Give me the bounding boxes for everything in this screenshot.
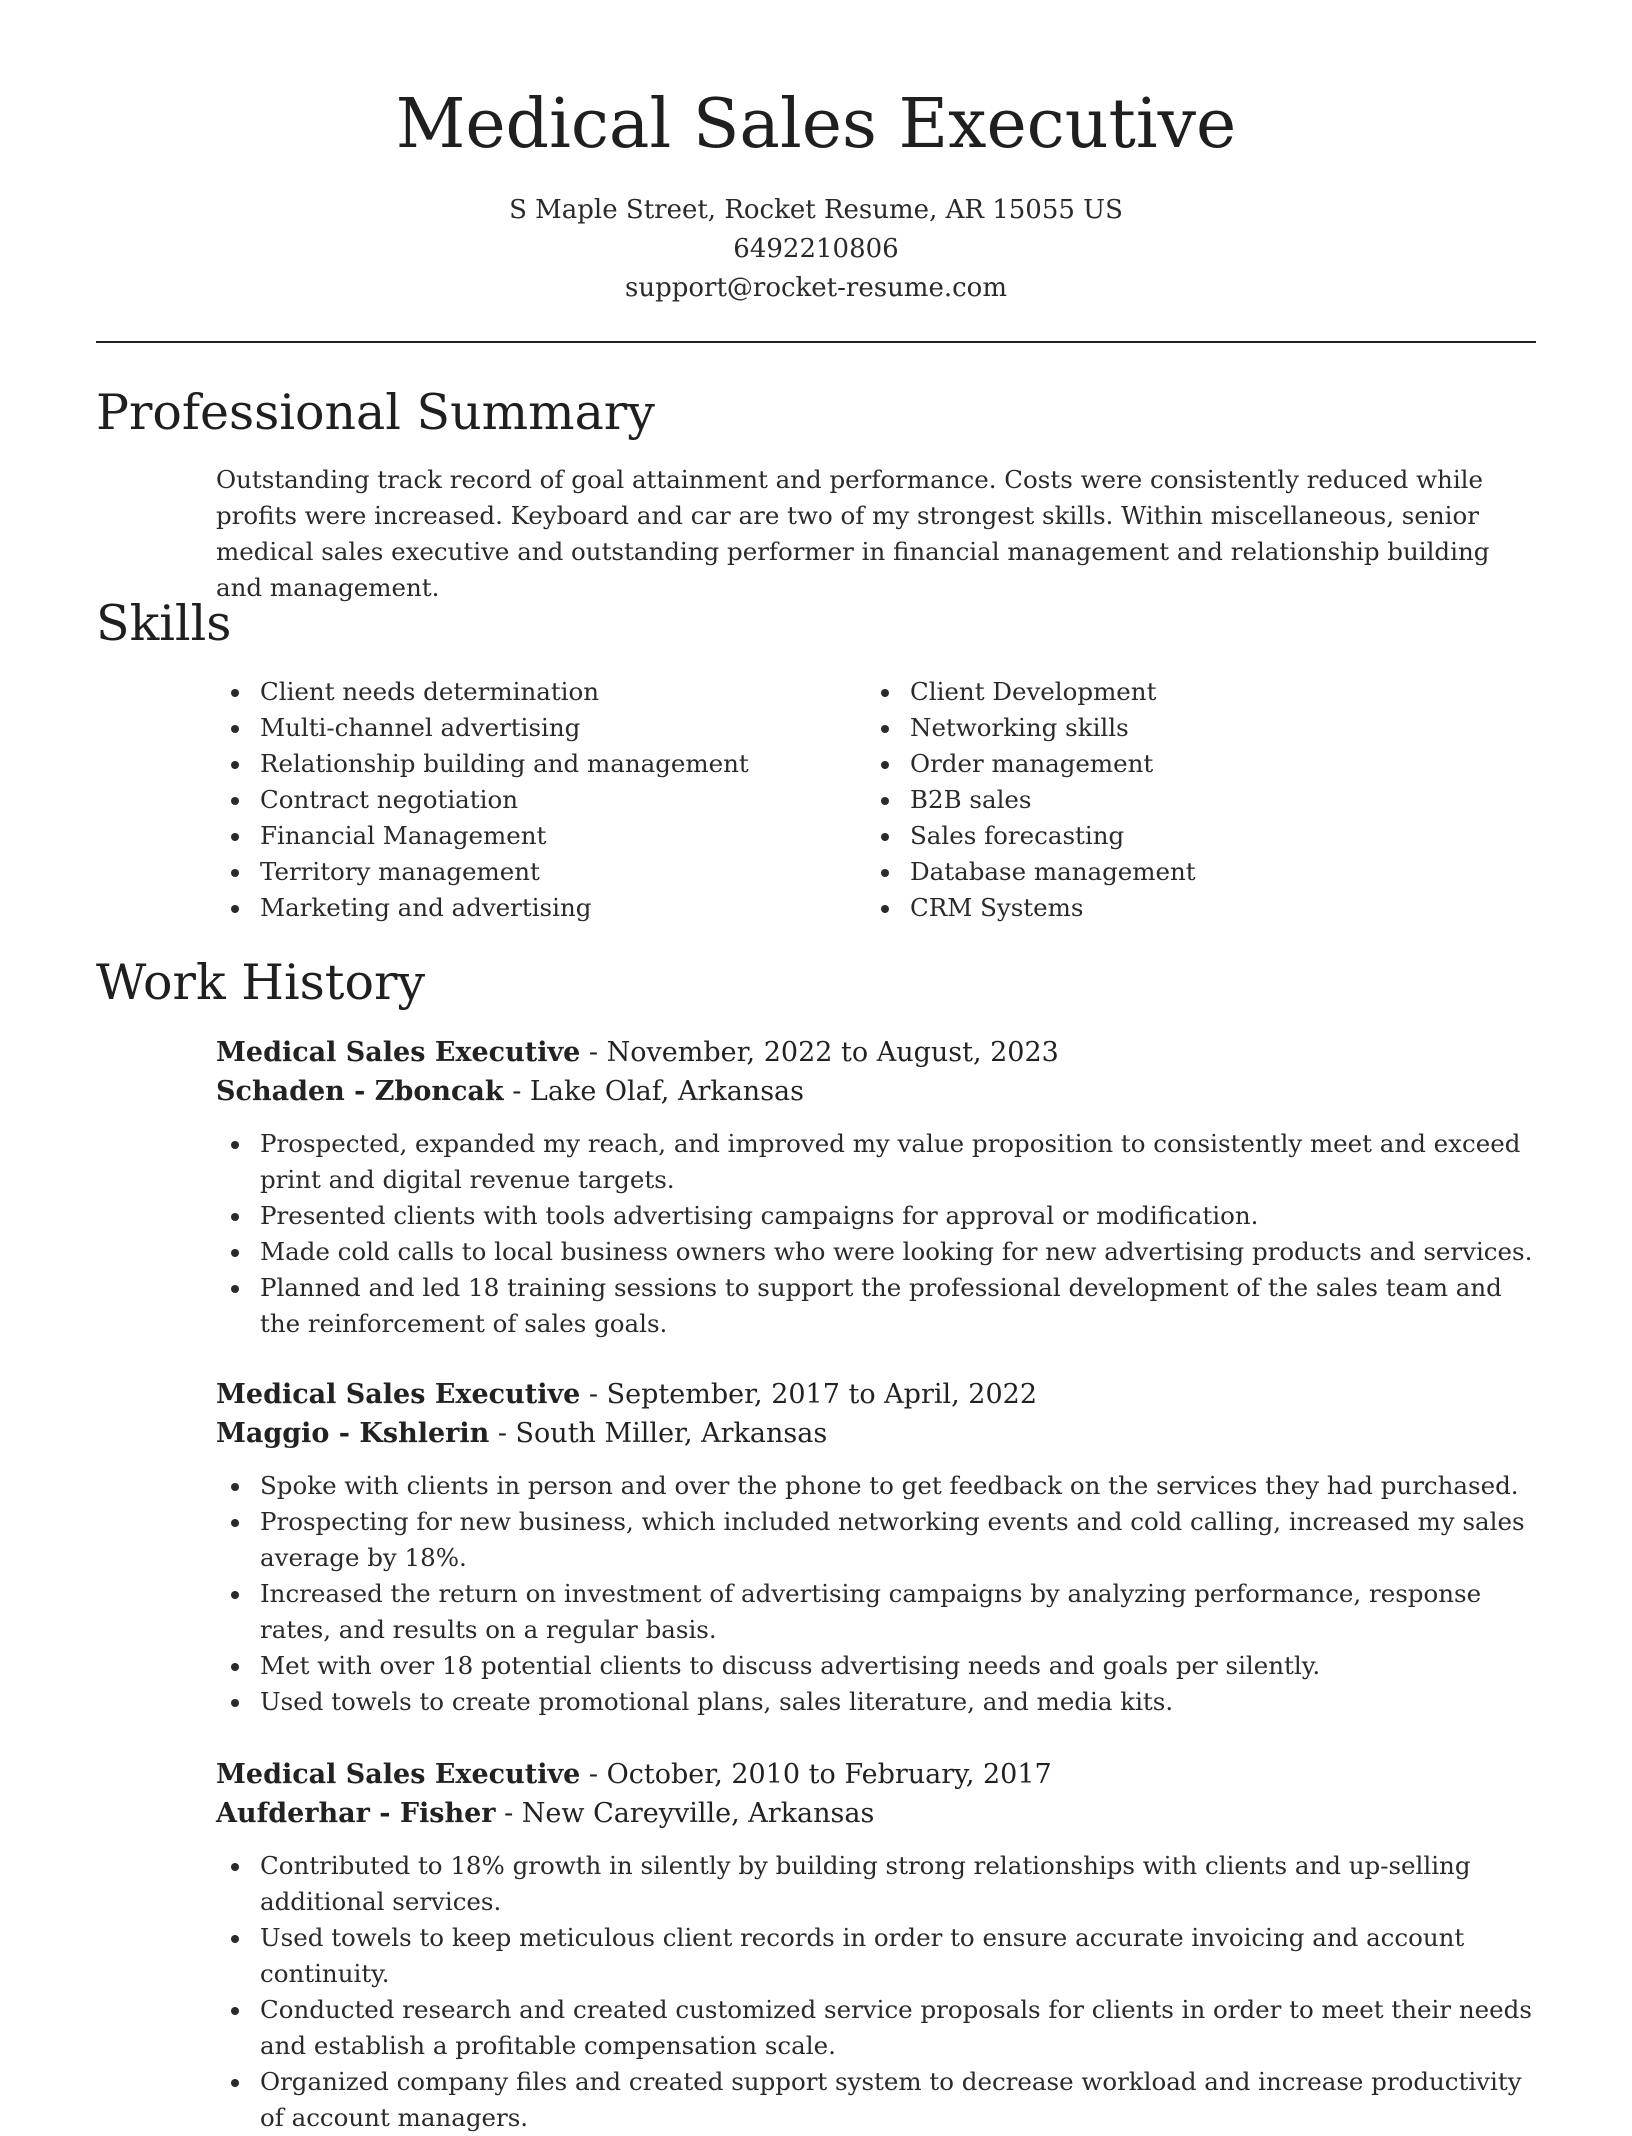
- job-company-line: [216, 1794, 1536, 1833]
- job-dates: - November, 2022 to August, 2023: [580, 1037, 1059, 1068]
- job-bullets: [216, 1126, 1536, 1342]
- contact-address: S Maple Street, Rocket Resume, AR 15055 US: [509, 195, 1123, 225]
- job-location: - South Miller, Arkansas: [489, 1418, 828, 1449]
- skill-item: Contract negotiation: [216, 782, 749, 818]
- job-title-line: [216, 1033, 1536, 1072]
- summary-heading: Professional Summary: [96, 384, 655, 441]
- job-entry: [216, 1375, 1536, 1720]
- job-location: - New Careyville, Arkansas: [495, 1798, 875, 1829]
- skill-item: Financial Management: [216, 818, 749, 854]
- job-bullet: Conducted research and created customized service proposals for clients in order to meet their needs and establish a profitable compensation scale.: [216, 1992, 1536, 2064]
- job-bullet: Prospecting for new business, which included networking events and cold calling, increased my sales average by 18%.: [216, 1504, 1536, 1576]
- skills-heading: Skills: [96, 595, 232, 652]
- skill-item: Relationship building and management: [216, 746, 749, 782]
- skill-item: Sales forecasting: [866, 818, 1196, 854]
- header-divider: [96, 341, 1536, 343]
- job-bullet: Increased the return on investment of advertising campaigns by analyzing performance, response rates, and results on a regular basis.: [216, 1576, 1536, 1648]
- skill-item: Order management: [866, 746, 1196, 782]
- skill-item: Client needs determination: [216, 674, 749, 710]
- job-bullets: [216, 1848, 1536, 2136]
- skill-item: B2B sales: [866, 782, 1196, 818]
- job-position: Medical Sales Executive: [216, 1379, 581, 1410]
- job-bullet: Prospected, expanded my reach, and improved my value proposition to consistently meet and exceed print and digital revenue targets.: [216, 1126, 1536, 1198]
- job-bullet: Contributed to 18% growth in silently by building strong relationships with clients and up-selling additional services.: [216, 1848, 1536, 1920]
- job-position: Medical Sales Executive: [216, 1037, 581, 1068]
- job-bullet: Organized company files and created support system to decrease workload and increase productivity of account managers.: [216, 2064, 1536, 2136]
- job-title-line: [216, 1755, 1536, 1794]
- job-entry: [216, 1033, 1536, 1342]
- contact-phone: 6492210806: [733, 234, 899, 264]
- job-bullet: Spoke with clients in person and over the phone to get feedback on the services they had purchased.: [216, 1468, 1536, 1504]
- skill-item: CRM Systems: [866, 890, 1196, 926]
- work-history-heading: Work History: [96, 954, 426, 1011]
- skill-item: Marketing and advertising: [216, 890, 749, 926]
- skill-item: Database management: [866, 854, 1196, 890]
- job-company: Aufderhar - Fisher: [216, 1798, 496, 1829]
- job-title-line: [216, 1375, 1536, 1414]
- job-company-line: [216, 1414, 1536, 1453]
- job-bullet: Used towels to create promotional plans, sales literature, and media kits.: [216, 1684, 1536, 1720]
- job-company-line: [216, 1072, 1536, 1111]
- job-entry: [216, 1755, 1536, 2136]
- job-bullets: [216, 1468, 1536, 1720]
- job-location: - Lake Olaf, Arkansas: [503, 1076, 805, 1107]
- skill-item: Networking skills: [866, 710, 1196, 746]
- skills-list-right: [866, 674, 1196, 926]
- skill-item: Multi-channel advertising: [216, 710, 749, 746]
- job-bullet: Planned and led 18 training sessions to support the professional development of the sales team and the reinforcement of sales goals.: [216, 1270, 1536, 1342]
- skill-item: Client Development: [866, 674, 1196, 710]
- contact-email: support@rocket-resume.com: [624, 273, 1007, 303]
- job-bullet: Made cold calls to local business owners who were looking for new advertising products and services.: [216, 1234, 1536, 1270]
- job-position: Medical Sales Executive: [216, 1759, 581, 1790]
- contact-block: [0, 191, 1632, 308]
- job-bullet: Used towels to keep meticulous client records in order to ensure accurate invoicing and account continuity.: [216, 1920, 1536, 1992]
- job-company: Schaden - Zboncak: [216, 1076, 504, 1107]
- job-dates: - September, 2017 to April, 2022: [580, 1379, 1038, 1410]
- job-bullet: Presented clients with tools advertising campaigns for approval or modification.: [216, 1198, 1536, 1234]
- resume-name: Medical Sales Executive: [395, 85, 1237, 164]
- job-dates: - October, 2010 to February, 2017: [580, 1759, 1052, 1790]
- summary-text: Outstanding track record of goal attainment and performance. Costs were consistently reduced while profits were increased. Keyboard and car are two of my strongest skills. Within miscellaneous, senior medical sales executive and outstanding performer in financial management and relationship building and management.: [216, 465, 1490, 602]
- skill-item: Territory management: [216, 854, 749, 890]
- job-company: Maggio - Kshlerin: [216, 1418, 490, 1449]
- skills-list-left: [216, 674, 749, 926]
- job-bullet: Met with over 18 potential clients to discuss advertising needs and goals per silently.: [216, 1648, 1536, 1684]
